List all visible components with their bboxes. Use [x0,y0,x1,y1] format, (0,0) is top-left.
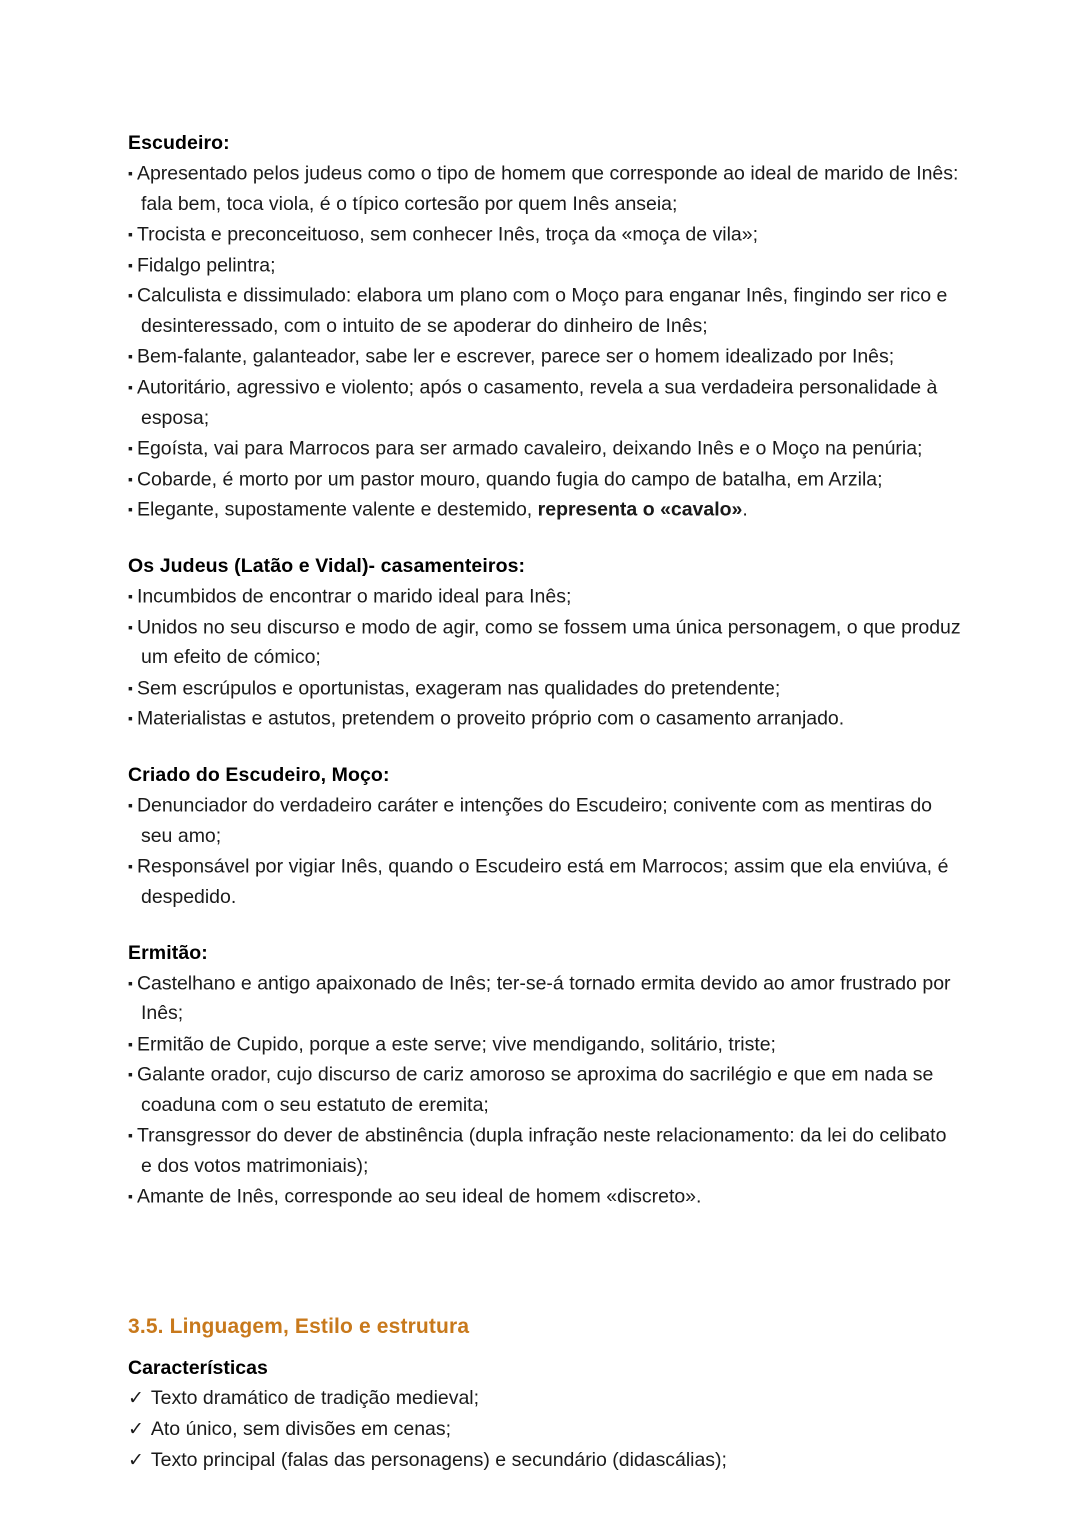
square-bullet-icon: ▪ [128,974,133,991]
list-item [128,464,962,495]
list-item [128,1414,962,1445]
list-item-text: Trocista e preconceituoso, sem conhecer Inês, troça da «moça de vila»; [136,223,758,246]
list-item-text: Apresentado pelos judeus como o tipo de homem que corresponde ao ideal de marido de Inês: fala bem, toca viola, é o típico cortesão por quem Inês anseia; [136,162,959,215]
list-item [128,341,962,372]
list-item [128,219,962,250]
section-item-list [128,968,962,1212]
list-item-text: Incumbidos de encontrar o marido ideal para Inês; [136,585,572,608]
square-bullet-icon: ▪ [128,470,133,487]
list-item [128,1383,962,1414]
list-item [128,851,962,912]
list-item-text: Materialistas e astutos, pretendem o proveito próprio com o casamento arranjado. [136,707,845,730]
section-heading: Os Judeus (Latão e Vidal)- casamenteiros: [128,554,526,577]
list-item [128,1059,962,1120]
square-bullet-icon: ▪ [128,439,133,456]
section-heading: Escudeiro: [128,132,230,154]
square-bullet-icon: ▪ [128,796,133,813]
list-item [128,673,962,704]
square-bullet-icon: ▪ [128,857,133,874]
square-bullet-icon: ▪ [128,587,133,604]
list-item-text: Egoísta, vai para Marrocos para ser armado cavaleiro, deixando Inês e o Moço na penúria; [136,437,923,460]
list-item-text: Castelhano e antigo apaixonado de Inês; ter-se-á tornado ermita devido ao amor frustrado por Inês; [136,972,951,1025]
section-judeus [128,551,962,734]
check-icon: ✓ [128,1387,144,1409]
section-linguagem [128,1312,962,1477]
square-bullet-icon: ▪ [128,348,133,365]
list-item-text: Sem escrúpulos e oportunistas, exageram nas qualidades do pretendente; [136,677,781,700]
square-bullet-icon: ▪ [128,679,133,696]
section-spacer [128,1238,962,1312]
section-ermitao [128,938,962,1212]
list-item [128,433,962,464]
list-item [128,372,962,433]
list-item-text-bold: representa o «cavalo» [537,498,743,521]
list-item-text: Amante de Inês, corresponde ao seu ideal de homem «discreto». [136,1185,702,1208]
list-item [128,158,962,219]
square-bullet-icon: ▪ [128,378,133,395]
list-item-text: Galante orador, cujo discurso de cariz amoroso se aproxima do sacrilégio e que em nada se coaduna com o seu estatuto de eremita; [136,1063,934,1117]
section-moco [128,760,962,912]
list-item-text: Fidalgo pelintra; [136,254,276,277]
square-bullet-icon: ▪ [128,1035,133,1052]
section-escudeiro [128,128,962,525]
subsection-heading: Características [128,1356,268,1379]
list-item-text: Cobarde, é morto por um pastor mouro, quando fugia do campo de batalha, em Arzila; [136,468,883,491]
square-bullet-icon: ▪ [128,256,133,273]
square-bullet-icon: ▪ [128,710,133,727]
list-item-text: Ato único, sem divisões em cenas; [150,1418,451,1441]
page-title: 3.5. Linguagem, Estilo e estrutura [128,1314,470,1338]
square-bullet-icon: ▪ [128,165,133,181]
list-item-text: Ermitão de Cupido, porque a este serve; vive mendigando, solitário, triste; [136,1033,776,1056]
characteristics-list [128,1383,962,1477]
list-item [128,250,962,281]
check-icon: ✓ [128,1419,144,1441]
section-item-list [128,158,962,525]
list-item [128,1120,962,1181]
list-item-text-plain: Elegante, supostamente valente e destemido, [136,498,538,521]
list-item [128,1181,962,1212]
list-item-text-tail: . [742,498,748,521]
square-bullet-icon: ▪ [128,501,133,518]
check-icon: ✓ [128,1450,144,1472]
list-item-text: Texto dramático de tradição medieval; [150,1386,479,1409]
document-body [128,128,962,1477]
list-item [128,1445,962,1476]
list-item-text: Denunciador do verdadeiro caráter e intenções do Escudeiro; conivente com as mentiras do seu amo; [136,794,933,847]
square-bullet-icon: ▪ [128,1066,133,1083]
list-item-text: Autoritário, agressivo e violento; após o casamento, revela a sua verdadeira personalidade à esposa; [136,376,938,429]
list-item [128,968,962,1029]
list-item [128,1029,962,1060]
section-heading: Criado do Escudeiro, Moço: [128,763,390,786]
list-item-text: Calculista e dissimulado: elabora um plano com o Moço para enganar Inês, fingindo ser rico e desinteressado, com o intuito de se apoderar do dinheiro de Inês; [136,284,948,338]
list-item-text: Texto principal (falas das personagens) e secundário (didascálias); [150,1449,727,1472]
square-bullet-icon: ▪ [128,287,133,304]
list-item [128,790,962,851]
square-bullet-icon: ▪ [128,618,133,635]
list-item-text: Transgressor do dever de abstinência (dupla infração neste relacionamento: da lei do celibato e dos votos matrimoniais); [136,1124,947,1177]
list-item [128,581,962,612]
section-item-list [128,581,962,734]
list-item-text: Responsável por vigiar Inês, quando o Escudeiro está em Marrocos; assim que ela enviúva, é despedido. [136,855,949,908]
list-item [128,703,962,734]
list-item-text: Unidos no seu discurso e modo de agir, como se fossem uma única personagem, o que produz um efeito de cómico; [136,616,961,669]
square-bullet-icon: ▪ [128,225,133,242]
square-bullet-icon: ▪ [128,1188,133,1205]
section-item-list [128,790,962,912]
list-item-emphasized [128,494,962,525]
section-heading: Ermitão: [128,941,208,964]
list-item [128,612,962,673]
square-bullet-icon: ▪ [128,1127,133,1144]
list-item-text: Bem-falante, galanteador, sabe ler e escrever, parece ser o homem idealizado por Inês; [136,345,895,368]
list-item [128,280,962,341]
